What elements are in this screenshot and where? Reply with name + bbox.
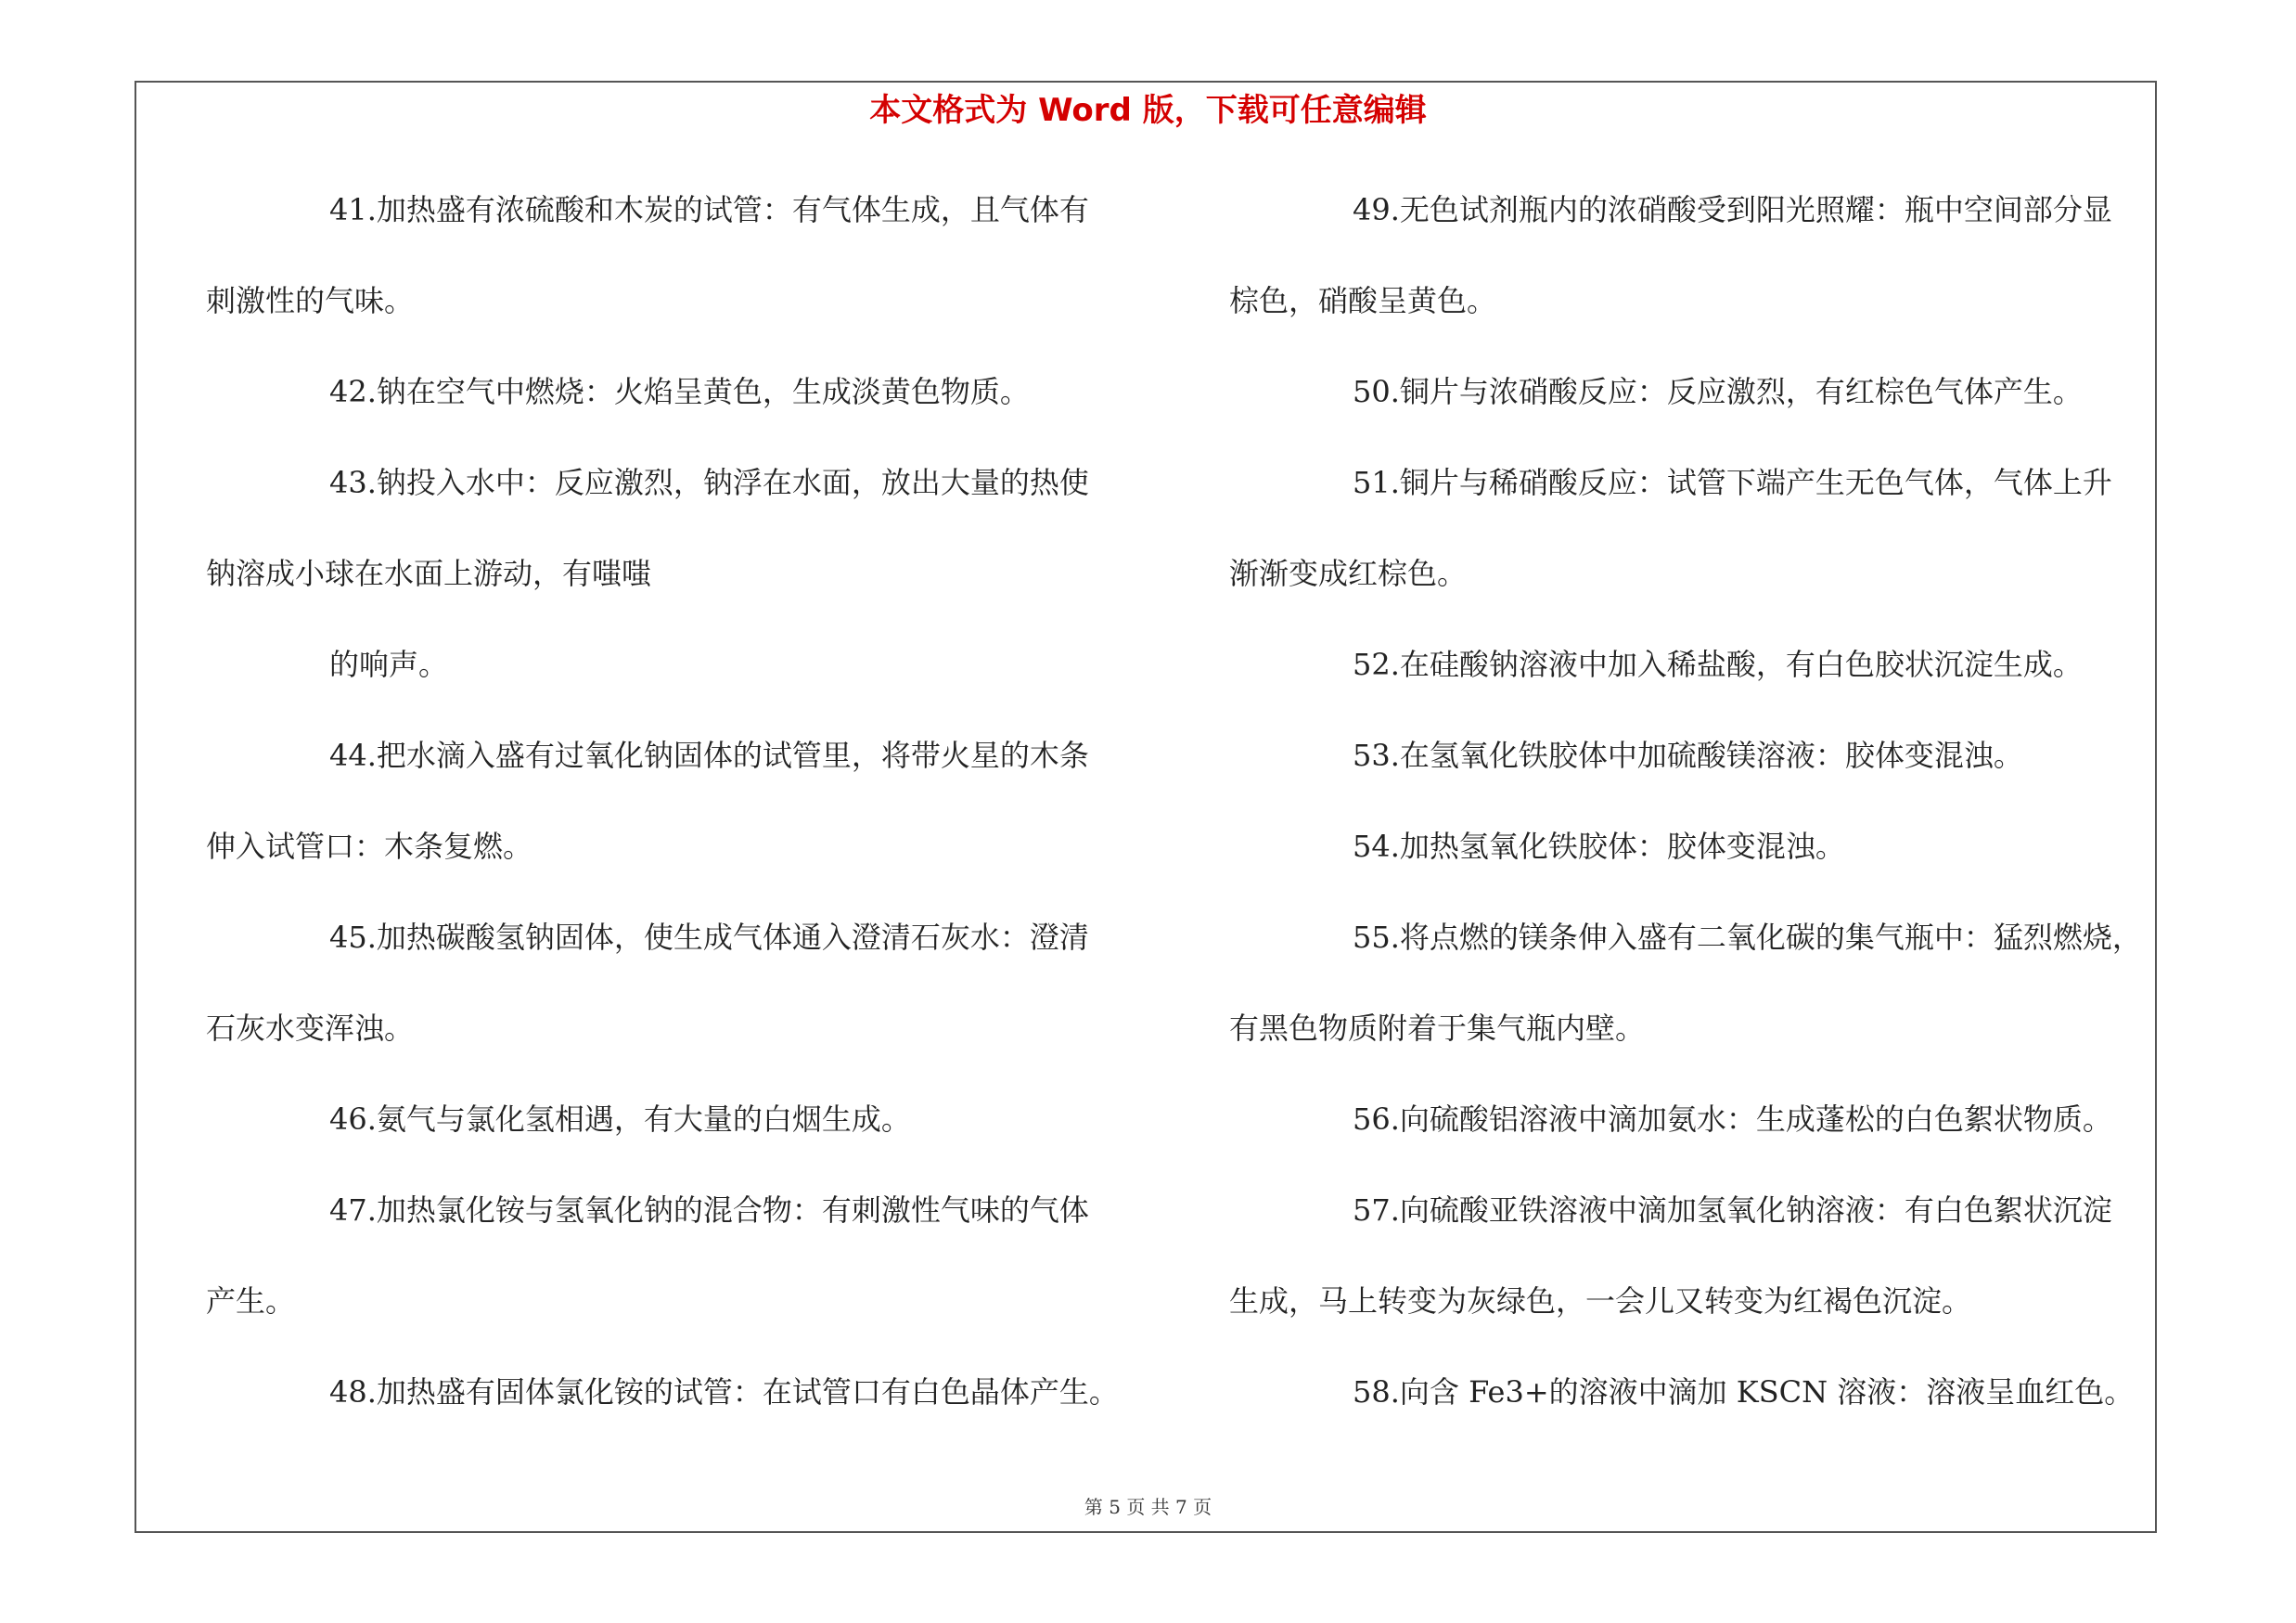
text-line: 的响声。 — [329, 647, 449, 682]
text-line: 石灰水变浑浊。 — [206, 1011, 415, 1046]
text-line: 44.把水滴入盛有过氧化钠固体的试管里，将带火星的木条 — [329, 738, 1089, 773]
text-line: 刺激性的气味。 — [206, 283, 415, 318]
text-line: 有黑色物质附着于集气瓶内壁。 — [1229, 1011, 1646, 1046]
text-line: 51.铜片与稀硝酸反应：试管下端产生无色气体，气体上升 — [1353, 465, 2112, 500]
text-line: 54.加热氢氧化铁胶体：胶体变混浊。 — [1353, 829, 1845, 864]
text-line: 52.在硅酸钠溶液中加入稀盐酸，有白色胶状沉淀生成。 — [1353, 647, 2083, 682]
text-line: 钠溶成小球在水面上游动，有嗤嗤 — [206, 556, 652, 591]
left-column — [206, 182, 1143, 1455]
text-line: 58.向含 Fe3+的溶液中滴加 KSCN 溶液：溶液呈血红色。 — [1353, 1374, 2135, 1410]
text-line: 45.加热碳酸氢钠固体，使生成气体通入澄清石灰水：澄清 — [329, 920, 1089, 955]
text-line: 棕色，硝酸呈黄色。 — [1229, 283, 1497, 318]
text-line: 49.无色试剂瓶内的浓硝酸受到阳光照耀：瓶中空间部分显 — [1353, 192, 2112, 227]
text-line: 57.向硫酸亚铁溶液中滴加氢氧化钠溶液：有白色絮状沉淀 — [1353, 1192, 2112, 1228]
text-line: 渐渐变成红棕色。 — [1229, 556, 1468, 591]
text-line: 生成，马上转变为灰绿色，一会儿又转变为红褐色沉淀。 — [1229, 1283, 1972, 1319]
text-line: 伸入试管口：木条复燃。 — [206, 829, 533, 864]
page-number: 第 5 页 共 7 页 — [1084, 1496, 1212, 1518]
text-line: 41.加热盛有浓硫酸和木炭的试管：有气体生成，且气体有 — [329, 192, 1089, 227]
text-line: 47.加热氯化铵与氢氧化钠的混合物：有刺激性气味的气体 — [329, 1192, 1089, 1228]
text-line: 42.钠在空气中燃烧：火焰呈黄色，生成淡黄色物质。 — [329, 374, 1030, 409]
text-line: 55.将点燃的镁条伸入盛有二氧化碳的集气瓶中：猛烈燃烧， — [1353, 920, 2142, 955]
text-line: 43.钠投入水中：反应激烈，钠浮在水面，放出大量的热使 — [329, 465, 1089, 500]
text-line: 56.向硫酸铝溶液中滴加氨水：生成蓬松的白色絮状物质。 — [1353, 1101, 2112, 1137]
right-column — [1229, 182, 2166, 1455]
text-line: 50.铜片与浓硝酸反应：反应激烈，有红棕色气体产生。 — [1353, 374, 2083, 409]
text-line: 46.氨气与氯化氢相遇，有大量的白烟生成。 — [329, 1101, 911, 1137]
text-line: 48.加热盛有固体氯化铵的试管：在试管口有白色晶体产生。 — [329, 1374, 1119, 1410]
text-line: 产生。 — [206, 1283, 296, 1319]
text-line: 53.在氢氧化铁胶体中加硫酸镁溶液：胶体变混浊。 — [1353, 738, 2023, 773]
word-format-notice: 本文格式为 Word 版，下载可任意编辑 — [869, 92, 1427, 129]
